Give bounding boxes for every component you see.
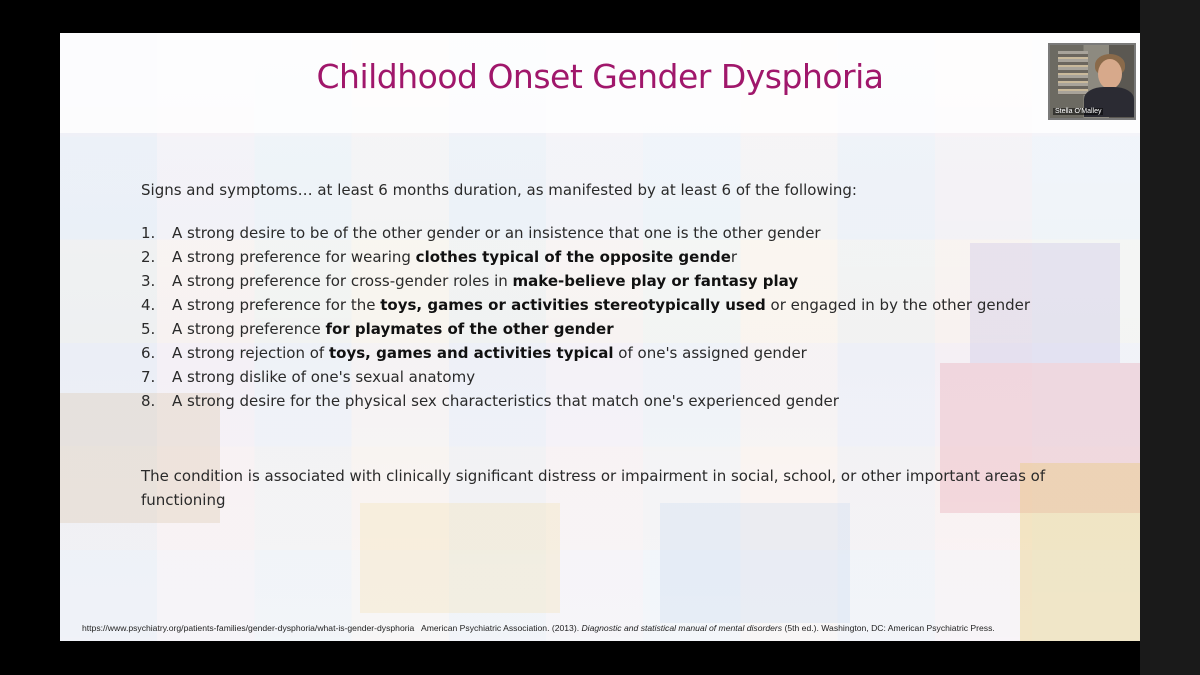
criterion-text [172, 221, 821, 245]
criterion-text-emphasis: toys, games and activities typical [328, 344, 614, 362]
criterion-number: 4. [141, 296, 156, 314]
criterion-item [141, 221, 1101, 245]
criterion-text-plain: A strong preference for cross-gender roles in [172, 272, 513, 290]
criterion-number: 3. [141, 272, 156, 290]
intro-text: Signs and symptoms… at least 6 months duration, as manifested by at least 6 of the following: [141, 181, 857, 199]
background-patch [360, 503, 560, 613]
criterion-item [141, 365, 1101, 389]
criterion-text [172, 269, 798, 293]
criterion-text-plain: r [730, 248, 738, 266]
criterion-text-emphasis: for playmates of the other gender [325, 320, 614, 338]
criterion-text [172, 341, 807, 365]
citation [82, 623, 1132, 633]
slide-title: Childhood Onset Gender Dysphoria [316, 57, 884, 96]
participant-video-tile[interactable] [1048, 43, 1136, 120]
criterion-number: 2. [141, 248, 156, 266]
criterion-item [141, 269, 1101, 293]
criterion-number: 8. [141, 392, 156, 410]
criterion-item [141, 341, 1101, 365]
criterion-text [172, 317, 614, 341]
criterion-text-plain: A strong preference for wearing [172, 248, 416, 266]
criterion-text [172, 245, 737, 269]
criterion-text-plain: A strong rejection of [172, 344, 329, 362]
bookshelf [1058, 51, 1088, 95]
criterion-text-plain: A strong dislike of one's sexual anatomy [172, 368, 476, 386]
criterion-number: 1. [141, 224, 156, 242]
criterion-text-emphasis: toys, games or activities stereotypically used [380, 296, 766, 314]
criterion-number: 6. [141, 344, 156, 362]
criterion-text-plain: of one's assigned gender [613, 344, 807, 362]
criterion-text-plain: or engaged in by the other gender [765, 296, 1031, 314]
criterion-number: 5. [141, 320, 156, 338]
criterion-item [141, 293, 1101, 317]
criterion-item [141, 245, 1101, 269]
criterion-text-plain: A strong desire for the physical sex characteristics that match one's experienced gender [172, 392, 839, 410]
criterion-text-plain: A strong preference [172, 320, 326, 338]
criterion-text [172, 389, 839, 413]
criterion-text-emphasis: clothes typical of the opposite gende [415, 248, 731, 266]
criterion-text-plain: A strong preference for the [172, 296, 381, 314]
citation-ref-pre: American Psychiatric Association. (2013). [420, 623, 582, 633]
criterion-text-plain: A strong desire to be of the other gender or an insistence that one is the other gender [172, 224, 821, 242]
criteria-list [141, 221, 1101, 413]
criterion-text [172, 293, 1030, 317]
criterion-item [141, 317, 1101, 341]
participant-face [1098, 59, 1122, 89]
criterion-text [172, 365, 475, 389]
citation-ref-post: (5th ed.). Washington, DC: American Psychiatric Press. [782, 623, 995, 633]
participant-name: Stella O'Malley [1055, 108, 1102, 115]
criterion-number: 7. [141, 368, 156, 386]
slide-body [141, 181, 1101, 512]
criterion-text-emphasis: make-believe play or fantasy play [512, 272, 799, 290]
citation-ref-title: Diagnostic and statistical manual of mental disorders [581, 623, 783, 633]
conclusion-text: The condition is associated with clinically significant distress or impairment in social, school, or other important areas of functioning [141, 467, 1046, 509]
shared-slide [60, 33, 1140, 641]
citation-url: https://www.psychiatry.org/patients-families/gender-dysphoria/what-is-gender-dysphoria [82, 623, 415, 633]
background-patch [660, 503, 850, 623]
criterion-item [141, 389, 1101, 413]
gallery-strip [1140, 0, 1200, 675]
